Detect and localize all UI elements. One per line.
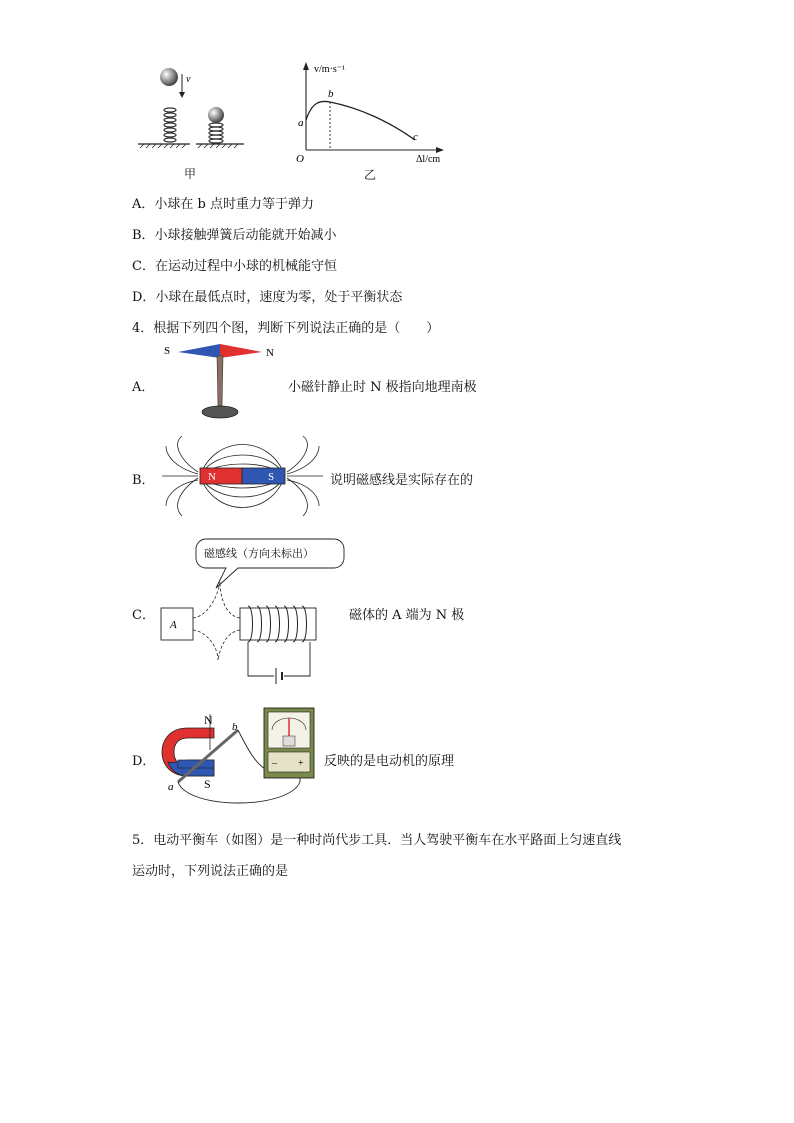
solenoid-field-figure bbox=[158, 536, 348, 694]
point-a-label: a bbox=[298, 117, 304, 129]
velocity-curve bbox=[306, 101, 415, 140]
q4-a-letter: A． bbox=[132, 380, 155, 395]
q4-a-text: 小磁针静止时 N 极指向地理南极 bbox=[288, 380, 477, 395]
needle-n-label: N bbox=[266, 347, 274, 359]
figure-jia bbox=[130, 62, 260, 182]
bar-magnet-field-figure bbox=[160, 430, 325, 522]
q5-line-1: 5．电动平衡车（如图）是一种时尚代步工具．当人驾驶平衡车在水平路面上匀速直线 bbox=[132, 833, 622, 848]
ball-on-spring bbox=[208, 107, 224, 123]
magnet-north-half bbox=[200, 468, 242, 484]
velocity-graph bbox=[290, 60, 460, 170]
terminal-minus: – bbox=[272, 758, 277, 769]
compass-needle-figure bbox=[160, 340, 280, 422]
q4-b-text: 说明磁感线是实际存在的 bbox=[330, 473, 474, 488]
falling-ball bbox=[160, 68, 178, 86]
figure-yi bbox=[290, 60, 460, 185]
q4-c-letter: C． bbox=[132, 608, 155, 623]
needle-north-half bbox=[220, 344, 262, 358]
spring-uncompressed bbox=[164, 108, 176, 142]
circuit-wires bbox=[248, 642, 310, 676]
q4-b-letter: B． bbox=[132, 473, 155, 488]
spring-ball-diagram bbox=[130, 62, 260, 182]
q4-d-text: 反映的是电动机的原理 bbox=[324, 754, 455, 769]
block-a-label: A bbox=[170, 619, 177, 631]
v-label: v bbox=[186, 74, 191, 85]
rod-b-label: b bbox=[232, 721, 238, 733]
point-b-label: b bbox=[328, 88, 334, 100]
magnet-s-label: S bbox=[268, 471, 275, 483]
needle-south-half bbox=[178, 344, 220, 358]
q3-option-c: C．在运动过程中小球的机械能守恒 bbox=[132, 259, 337, 274]
callout-text: 磁感线（方向未标出） bbox=[204, 547, 314, 560]
q4-d-letter: D． bbox=[132, 754, 156, 769]
yi-label: 乙 bbox=[364, 168, 377, 182]
dashed-field-lines bbox=[193, 582, 240, 660]
motor-experiment-figure bbox=[158, 700, 318, 812]
needle-s-label: S bbox=[164, 345, 171, 357]
point-c-label: c bbox=[413, 131, 418, 143]
q3-option-a: A．小球在 b 点时重力等于弹力 bbox=[132, 197, 314, 212]
needle-stand bbox=[217, 356, 223, 406]
magnet-s-label: S bbox=[204, 777, 211, 791]
magnet-south-half bbox=[242, 468, 285, 484]
jia-label: 甲 bbox=[184, 167, 197, 181]
magnet-n-label: N bbox=[208, 471, 216, 483]
spring-compressed bbox=[209, 123, 223, 143]
q3-option-b: B．小球接触弹簧后动能就开始减小 bbox=[132, 228, 337, 243]
rod-a-label: a bbox=[168, 781, 174, 793]
q5-line-2: 运动时，下列说法正确的是 bbox=[132, 864, 289, 879]
origin-label: O bbox=[296, 153, 304, 165]
x-axis-label: Δl/cm bbox=[416, 154, 441, 165]
terminal-plus: + bbox=[298, 758, 304, 769]
q4-c-text: 磁体的 A 端为 N 极 bbox=[349, 608, 465, 623]
y-axis-label: v/m·s⁻¹ bbox=[314, 64, 346, 75]
magnet-block-a bbox=[161, 608, 193, 640]
q4-stem: 4．根据下列四个图，判断下列说法正确的是（ ） bbox=[132, 321, 440, 336]
magnet-n-label: N bbox=[204, 713, 213, 727]
q3-option-d: D．小球在最低点时，速度为零，处于平衡状态 bbox=[132, 290, 403, 305]
stand-base bbox=[202, 406, 238, 418]
